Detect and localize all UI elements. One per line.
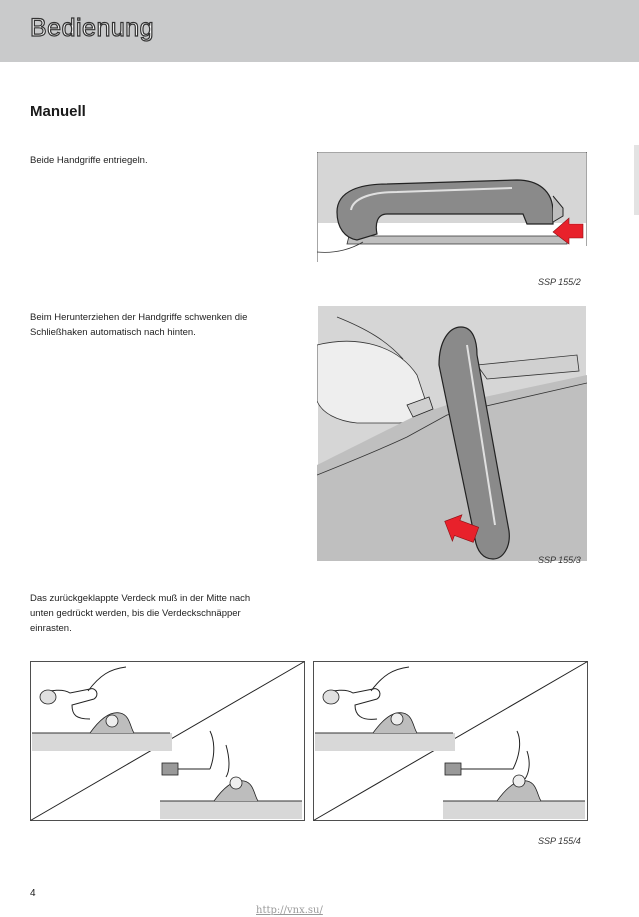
instruction-line: Das zurückgeklappte Verdeck muß in der Mitte nach [30, 593, 251, 604]
instruction-line: unten gedrückt werden, bis die Verdeckschnäpper [30, 608, 241, 619]
figure-latch-left [30, 661, 305, 821]
instruction-paragraph-1 [30, 153, 320, 168]
instruction-line: Beim Herunterziehen der Handgriffe schwenken die [30, 312, 248, 323]
figure-handle-release [317, 152, 587, 274]
footer-link[interactable]: http://vnx.su/ [256, 905, 323, 916]
instruction-line: einrasten. [30, 623, 72, 634]
instruction-line: Schließhaken automatisch nach hinten. [30, 327, 196, 338]
instruction-line: Beide Handgriffe entriegeln. [30, 155, 148, 166]
figure-latch-right [313, 661, 588, 821]
figure-caption-3: SSP 155/4 [538, 836, 581, 846]
latch-icon [391, 713, 403, 725]
section-title: Manuell [30, 103, 86, 120]
page-number: 4 [30, 888, 36, 899]
latch-icon [513, 775, 525, 787]
latch-icon [230, 777, 242, 789]
figure-handle-pull-down [317, 305, 587, 575]
tool-icon [162, 763, 178, 775]
instruction-paragraph-3 [30, 591, 320, 636]
instruction-paragraph-2 [30, 310, 320, 340]
figure-caption-2: SSP 155/3 [538, 555, 581, 565]
tool-icon [445, 763, 461, 775]
page-edge-shadow [634, 145, 639, 215]
latch-icon [106, 715, 118, 727]
figure-caption-1: SSP 155/2 [538, 277, 581, 287]
page-header-title: Bedienung [30, 14, 155, 42]
